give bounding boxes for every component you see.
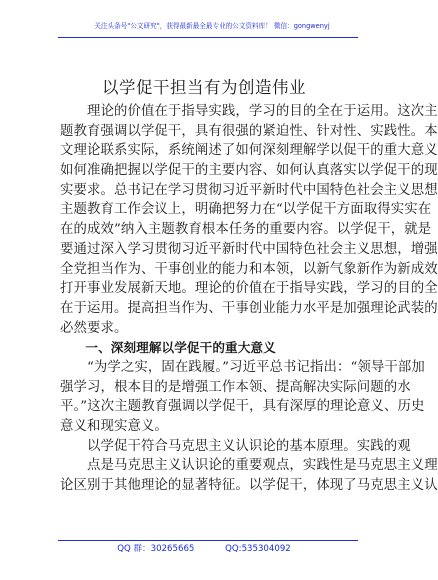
body-line: 点是马克思主义认识论的重要观点，实践性是马克思主义理	[60, 458, 438, 474]
body-line: 强学习，根本目的是增强工作本领、提高解决实际问题的水	[60, 379, 411, 395]
body-line: 题教育强调以学促干，具有很强的紧迫性、针对性、实践性。本	[60, 123, 438, 139]
body-line: 平。”这次主题教育强调以学促干，具有深厚的理论意义、历史	[60, 399, 425, 415]
footer-qq: QQ:535304092	[225, 544, 291, 554]
body-line: 实要求。总书记在学习贯彻习近平新时代中国特色社会主义思想	[60, 182, 438, 198]
body-line: 要通过深入学习贯彻习近平新时代中国特色社会主义思想，增强	[60, 241, 438, 257]
body-line: 以学促干符合马克思主义认识论的基本原理。实践的观	[60, 438, 411, 454]
body-line: 必然要求。	[60, 320, 128, 336]
footer-qq-group: QQ 群：30265665	[117, 544, 195, 554]
body-line: 如何准确把握以学促干的主要内容、如何认真落实以学促干的现	[60, 163, 438, 179]
body-line: 主题教育工作会议上，明确把努力在“以学促干方面取得实实在	[60, 202, 432, 218]
document-body	[60, 102, 438, 496]
body-line: 文理论联系实际，系统阐述了如何深刻理解学以促干的重大意义	[60, 143, 438, 159]
body-line: 论区别于其他理论的显著特征。以学促干，体现了马克思主义认	[60, 478, 438, 494]
footer-divider	[58, 540, 358, 541]
body-line: 全党担当作为、干事创业的能力和本领，以新气象新作为新成效	[60, 261, 438, 277]
body-line: 意义和现实意义。	[60, 419, 168, 434]
footer-contact	[0, 543, 408, 555]
body-line: 打开事业发展新天地。理论的价值在于指导实践，学习的目的全	[60, 281, 438, 297]
header-divider	[58, 37, 358, 38]
body-line: 在的成效”纳入主题教育根本任务的重要内容。以学促干，就是	[60, 222, 432, 238]
section-heading: 一、深刻理解以学促干的重大意义	[60, 340, 276, 356]
body-line: “为学之实，固在践履。”习近平总书记指出：“领导干部加	[60, 359, 425, 375]
header-banner: 关注头条号"公文研究"，获得最新最全最专业的公文资料库！ 微信：gongwenyj	[94, 22, 330, 30]
body-line: 在于运用。提高担当作为、干事创业能力水平是加强理论武装的	[60, 300, 438, 316]
body-line: 理论的价值在于指导实践，学习的目的全在于运用。这次主	[60, 104, 438, 119]
document-title: 以学促干担当有为创造伟业	[102, 78, 306, 97]
